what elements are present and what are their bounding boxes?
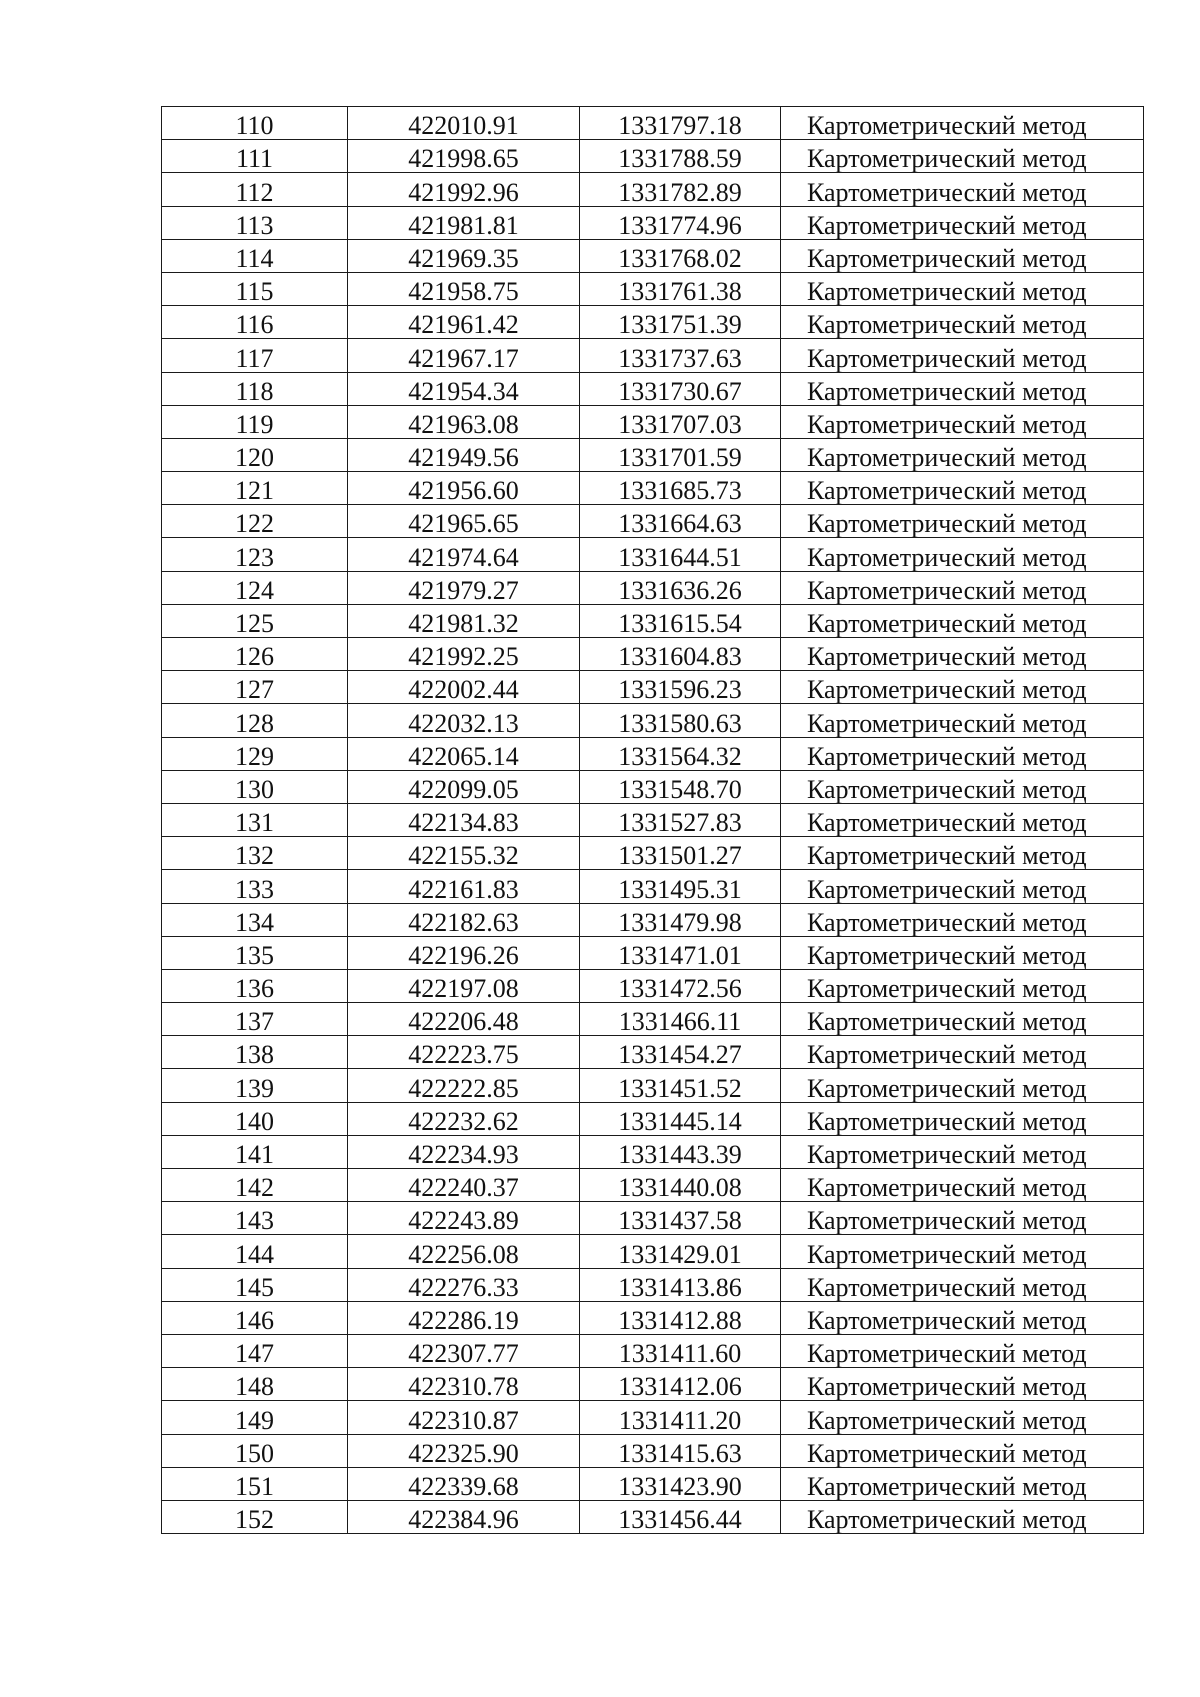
coordinates-table-body [162, 107, 1144, 1534]
point-number-cell: 142 [162, 1169, 348, 1202]
point-number-cell: 133 [162, 870, 348, 903]
x-coordinate-cell: 421956.60 [348, 472, 580, 505]
y-coordinate-cell: 1331471.01 [580, 936, 781, 969]
method-cell: Картометрический метод [781, 903, 1144, 936]
table-row [162, 1268, 1144, 1301]
method-cell: Картометрический метод [781, 339, 1144, 372]
x-coordinate-cell: 422310.78 [348, 1368, 580, 1401]
table-row [162, 1235, 1144, 1268]
point-number-cell: 134 [162, 903, 348, 936]
point-number-cell: 146 [162, 1301, 348, 1334]
method-cell: Картометрический метод [781, 969, 1144, 1002]
y-coordinate-cell: 1331774.96 [580, 206, 781, 239]
x-coordinate-cell: 422223.75 [348, 1036, 580, 1069]
point-number-cell: 119 [162, 405, 348, 438]
point-number-cell: 125 [162, 604, 348, 637]
method-cell: Картометрический метод [781, 372, 1144, 405]
method-cell: Картометрический метод [781, 1003, 1144, 1036]
x-coordinate-cell: 422155.32 [348, 837, 580, 870]
x-coordinate-cell: 422307.77 [348, 1334, 580, 1367]
x-coordinate-cell: 421965.65 [348, 505, 580, 538]
y-coordinate-cell: 1331797.18 [580, 107, 781, 140]
point-number-cell: 152 [162, 1500, 348, 1533]
point-number-cell: 124 [162, 571, 348, 604]
y-coordinate-cell: 1331707.03 [580, 405, 781, 438]
x-coordinate-cell: 422206.48 [348, 1003, 580, 1036]
table-row [162, 837, 1144, 870]
x-coordinate-cell: 422240.37 [348, 1169, 580, 1202]
point-number-cell: 138 [162, 1036, 348, 1069]
y-coordinate-cell: 1331472.56 [580, 969, 781, 1002]
x-coordinate-cell: 421981.81 [348, 206, 580, 239]
method-cell: Картометрический метод [781, 472, 1144, 505]
y-coordinate-cell: 1331415.63 [580, 1434, 781, 1467]
table-row [162, 1401, 1144, 1434]
table-row [162, 1434, 1144, 1467]
y-coordinate-cell: 1331479.98 [580, 903, 781, 936]
x-coordinate-cell: 422384.96 [348, 1500, 580, 1533]
table-row [162, 638, 1144, 671]
x-coordinate-cell: 422286.19 [348, 1301, 580, 1334]
x-coordinate-cell: 421958.75 [348, 272, 580, 305]
y-coordinate-cell: 1331664.63 [580, 505, 781, 538]
table-row [162, 1003, 1144, 1036]
x-coordinate-cell: 422002.44 [348, 671, 580, 704]
table-row [162, 770, 1144, 803]
point-number-cell: 120 [162, 438, 348, 471]
point-number-cell: 150 [162, 1434, 348, 1467]
method-cell: Картометрический метод [781, 1036, 1144, 1069]
method-cell: Картометрический метод [781, 1268, 1144, 1301]
table-row [162, 272, 1144, 305]
x-coordinate-cell: 422196.26 [348, 936, 580, 969]
y-coordinate-cell: 1331527.83 [580, 803, 781, 836]
table-row [162, 438, 1144, 471]
x-coordinate-cell: 422310.87 [348, 1401, 580, 1434]
y-coordinate-cell: 1331761.38 [580, 272, 781, 305]
point-number-cell: 136 [162, 969, 348, 1002]
table-row [162, 1467, 1144, 1500]
table-row [162, 1036, 1144, 1069]
x-coordinate-cell: 422161.83 [348, 870, 580, 903]
x-coordinate-cell: 421992.96 [348, 173, 580, 206]
table-row [162, 1334, 1144, 1367]
table-row [162, 1301, 1144, 1334]
point-number-cell: 132 [162, 837, 348, 870]
point-number-cell: 111 [162, 140, 348, 173]
x-coordinate-cell: 421969.35 [348, 239, 580, 272]
method-cell: Картометрический метод [781, 1235, 1144, 1268]
y-coordinate-cell: 1331548.70 [580, 770, 781, 803]
point-number-cell: 118 [162, 372, 348, 405]
x-coordinate-cell: 422339.68 [348, 1467, 580, 1500]
y-coordinate-cell: 1331788.59 [580, 140, 781, 173]
table-row [162, 903, 1144, 936]
y-coordinate-cell: 1331443.39 [580, 1135, 781, 1168]
method-cell: Картометрический метод [781, 571, 1144, 604]
table-row [162, 1169, 1144, 1202]
point-number-cell: 147 [162, 1334, 348, 1367]
method-cell: Картометрический метод [781, 538, 1144, 571]
table-row [162, 505, 1144, 538]
point-number-cell: 112 [162, 173, 348, 206]
x-coordinate-cell: 421949.56 [348, 438, 580, 471]
table-row [162, 538, 1144, 571]
point-number-cell: 130 [162, 770, 348, 803]
y-coordinate-cell: 1331701.59 [580, 438, 781, 471]
table-row [162, 604, 1144, 637]
y-coordinate-cell: 1331423.90 [580, 1467, 781, 1500]
x-coordinate-cell: 422197.08 [348, 969, 580, 1002]
y-coordinate-cell: 1331412.88 [580, 1301, 781, 1334]
table-row [162, 1202, 1144, 1235]
x-coordinate-cell: 421992.25 [348, 638, 580, 671]
point-number-cell: 149 [162, 1401, 348, 1434]
point-number-cell: 122 [162, 505, 348, 538]
y-coordinate-cell: 1331636.26 [580, 571, 781, 604]
table-row [162, 107, 1144, 140]
method-cell: Картометрический метод [781, 140, 1144, 173]
x-coordinate-cell: 421967.17 [348, 339, 580, 372]
method-cell: Картометрический метод [781, 1467, 1144, 1500]
method-cell: Картометрический метод [781, 405, 1144, 438]
method-cell: Картометрический метод [781, 239, 1144, 272]
y-coordinate-cell: 1331564.32 [580, 737, 781, 770]
method-cell: Картометрический метод [781, 837, 1144, 870]
x-coordinate-cell: 421954.34 [348, 372, 580, 405]
x-coordinate-cell: 421998.65 [348, 140, 580, 173]
method-cell: Картометрический метод [781, 306, 1144, 339]
x-coordinate-cell: 421981.32 [348, 604, 580, 637]
x-coordinate-cell: 422099.05 [348, 770, 580, 803]
point-number-cell: 131 [162, 803, 348, 836]
y-coordinate-cell: 1331413.86 [580, 1268, 781, 1301]
y-coordinate-cell: 1331412.06 [580, 1368, 781, 1401]
point-number-cell: 129 [162, 737, 348, 770]
method-cell: Картометрический метод [781, 803, 1144, 836]
table-row [162, 704, 1144, 737]
coordinates-table [161, 106, 1144, 1534]
table-row [162, 372, 1144, 405]
y-coordinate-cell: 1331495.31 [580, 870, 781, 903]
method-cell: Картометрический метод [781, 1301, 1144, 1334]
point-number-cell: 141 [162, 1135, 348, 1168]
method-cell: Картометрический метод [781, 1434, 1144, 1467]
method-cell: Картометрический метод [781, 671, 1144, 704]
method-cell: Картометрический метод [781, 1169, 1144, 1202]
table-row [162, 870, 1144, 903]
table-row [162, 140, 1144, 173]
method-cell: Картометрический метод [781, 505, 1144, 538]
y-coordinate-cell: 1331685.73 [580, 472, 781, 505]
y-coordinate-cell: 1331615.54 [580, 604, 781, 637]
table-row [162, 405, 1144, 438]
x-coordinate-cell: 422276.33 [348, 1268, 580, 1301]
point-number-cell: 127 [162, 671, 348, 704]
y-coordinate-cell: 1331466.11 [580, 1003, 781, 1036]
y-coordinate-cell: 1331737.63 [580, 339, 781, 372]
y-coordinate-cell: 1331429.01 [580, 1235, 781, 1268]
table-row [162, 206, 1144, 239]
point-number-cell: 116 [162, 306, 348, 339]
method-cell: Картометрический метод [781, 1135, 1144, 1168]
y-coordinate-cell: 1331454.27 [580, 1036, 781, 1069]
method-cell: Картометрический метод [781, 1500, 1144, 1533]
point-number-cell: 117 [162, 339, 348, 372]
y-coordinate-cell: 1331644.51 [580, 538, 781, 571]
point-number-cell: 113 [162, 206, 348, 239]
y-coordinate-cell: 1331768.02 [580, 239, 781, 272]
point-number-cell: 126 [162, 638, 348, 671]
table-row [162, 239, 1144, 272]
method-cell: Картометрический метод [781, 704, 1144, 737]
table-row [162, 936, 1144, 969]
x-coordinate-cell: 422232.62 [348, 1102, 580, 1135]
point-number-cell: 110 [162, 107, 348, 140]
table-row [162, 1368, 1144, 1401]
x-coordinate-cell: 421961.42 [348, 306, 580, 339]
table-row [162, 671, 1144, 704]
table-row [162, 173, 1144, 206]
table-row [162, 339, 1144, 372]
method-cell: Картометрический метод [781, 770, 1144, 803]
x-coordinate-cell: 422065.14 [348, 737, 580, 770]
table-row [162, 571, 1144, 604]
y-coordinate-cell: 1331440.08 [580, 1169, 781, 1202]
y-coordinate-cell: 1331782.89 [580, 173, 781, 206]
method-cell: Картометрический метод [781, 1102, 1144, 1135]
method-cell: Картометрический метод [781, 1334, 1144, 1367]
y-coordinate-cell: 1331451.52 [580, 1069, 781, 1102]
x-coordinate-cell: 422234.93 [348, 1135, 580, 1168]
point-number-cell: 148 [162, 1368, 348, 1401]
x-coordinate-cell: 422256.08 [348, 1235, 580, 1268]
table-row [162, 1135, 1144, 1168]
method-cell: Картометрический метод [781, 936, 1144, 969]
point-number-cell: 128 [162, 704, 348, 737]
point-number-cell: 139 [162, 1069, 348, 1102]
y-coordinate-cell: 1331604.83 [580, 638, 781, 671]
method-cell: Картометрический метод [781, 438, 1144, 471]
point-number-cell: 114 [162, 239, 348, 272]
method-cell: Картометрический метод [781, 1401, 1144, 1434]
x-coordinate-cell: 422010.91 [348, 107, 580, 140]
y-coordinate-cell: 1331411.20 [580, 1401, 781, 1434]
x-coordinate-cell: 422325.90 [348, 1434, 580, 1467]
method-cell: Картометрический метод [781, 272, 1144, 305]
table-row [162, 1500, 1144, 1533]
y-coordinate-cell: 1331751.39 [580, 306, 781, 339]
method-cell: Картометрический метод [781, 1202, 1144, 1235]
table-row [162, 306, 1144, 339]
x-coordinate-cell: 422222.85 [348, 1069, 580, 1102]
point-number-cell: 123 [162, 538, 348, 571]
method-cell: Картометрический метод [781, 737, 1144, 770]
point-number-cell: 140 [162, 1102, 348, 1135]
x-coordinate-cell: 422134.83 [348, 803, 580, 836]
x-coordinate-cell: 421974.64 [348, 538, 580, 571]
x-coordinate-cell: 421979.27 [348, 571, 580, 604]
point-number-cell: 143 [162, 1202, 348, 1235]
method-cell: Картометрический метод [781, 206, 1144, 239]
point-number-cell: 115 [162, 272, 348, 305]
table-row [162, 1069, 1144, 1102]
y-coordinate-cell: 1331501.27 [580, 837, 781, 870]
table-row [162, 472, 1144, 505]
table-row [162, 803, 1144, 836]
method-cell: Картометрический метод [781, 604, 1144, 637]
y-coordinate-cell: 1331596.23 [580, 671, 781, 704]
method-cell: Картометрический метод [781, 638, 1144, 671]
method-cell: Картометрический метод [781, 1368, 1144, 1401]
y-coordinate-cell: 1331445.14 [580, 1102, 781, 1135]
point-number-cell: 144 [162, 1235, 348, 1268]
y-coordinate-cell: 1331411.60 [580, 1334, 781, 1367]
x-coordinate-cell: 422032.13 [348, 704, 580, 737]
y-coordinate-cell: 1331456.44 [580, 1500, 781, 1533]
y-coordinate-cell: 1331730.67 [580, 372, 781, 405]
point-number-cell: 151 [162, 1467, 348, 1500]
method-cell: Картометрический метод [781, 1069, 1144, 1102]
table-row [162, 969, 1144, 1002]
x-coordinate-cell: 422182.63 [348, 903, 580, 936]
y-coordinate-cell: 1331437.58 [580, 1202, 781, 1235]
x-coordinate-cell: 422243.89 [348, 1202, 580, 1235]
table-row [162, 1102, 1144, 1135]
point-number-cell: 135 [162, 936, 348, 969]
x-coordinate-cell: 421963.08 [348, 405, 580, 438]
table-row [162, 737, 1144, 770]
y-coordinate-cell: 1331580.63 [580, 704, 781, 737]
method-cell: Картометрический метод [781, 107, 1144, 140]
method-cell: Картометрический метод [781, 173, 1144, 206]
point-number-cell: 137 [162, 1003, 348, 1036]
method-cell: Картометрический метод [781, 870, 1144, 903]
point-number-cell: 145 [162, 1268, 348, 1301]
point-number-cell: 121 [162, 472, 348, 505]
